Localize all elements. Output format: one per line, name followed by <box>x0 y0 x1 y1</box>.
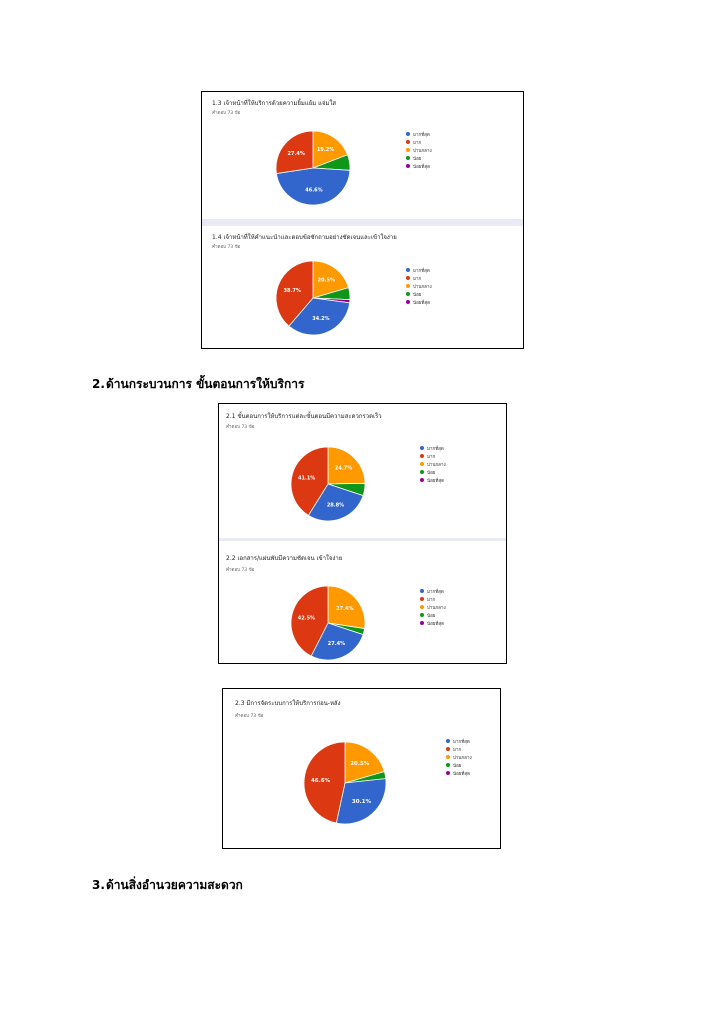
pie-data-label: 27.4% <box>327 641 346 648</box>
legend-label: มาก <box>413 276 422 282</box>
legend-item <box>446 761 472 769</box>
legend-item <box>406 290 432 298</box>
legend-item <box>420 611 446 619</box>
chart-title: 2.1 ขั้นตอนการให้บริการแต่ละขั้นตอนมีความสะดวกรวดเร็ว <box>226 413 382 420</box>
legend-color-dot <box>420 478 424 482</box>
legend-label: ปานกลาง <box>427 462 446 468</box>
legend-color-dot <box>420 462 424 466</box>
legend-color-dot <box>420 470 424 474</box>
legend-item <box>406 266 432 274</box>
legend-color-dot <box>420 589 424 593</box>
legend-label: น้อยที่สุด <box>427 478 445 484</box>
legend-item <box>446 753 472 761</box>
section-title: ด้านกระบวนการ ขั้นตอนการให้บริการ <box>106 377 305 391</box>
chart-panel-section-2-3 <box>222 688 501 849</box>
legend-color-dot <box>406 284 410 288</box>
pie-chart <box>219 541 507 664</box>
legend-label: ปานกลาง <box>413 148 432 154</box>
legend-label: น้อยที่สุด <box>413 300 431 306</box>
section-number: 2. <box>92 377 105 391</box>
legend-color-dot <box>420 613 424 617</box>
pie-data-label: 42.5% <box>297 615 316 622</box>
chart-subtitle: คำตอบ 73 ข้อ <box>226 425 255 430</box>
legend-color-dot <box>406 300 410 304</box>
legend-color-dot <box>420 621 424 625</box>
legend-color-dot <box>446 755 450 759</box>
pie-data-label: 46.6% <box>310 777 331 784</box>
legend-color-dot <box>446 771 450 775</box>
pie <box>274 129 352 207</box>
pie-data-label: 27.4% <box>336 606 354 613</box>
pie-chart <box>202 226 524 349</box>
chart-subtitle: คำตอบ 73 ข้อ <box>226 568 255 573</box>
legend-item <box>420 476 446 484</box>
legend-color-dot <box>446 739 450 743</box>
legend-label: มากที่สุด <box>453 739 470 745</box>
legend-item <box>406 146 432 154</box>
legend-item <box>406 138 432 146</box>
pie-data-label: 46.6% <box>305 187 323 194</box>
section-heading <box>92 876 243 895</box>
legend-color-dot <box>406 140 410 144</box>
chart-legend <box>446 737 472 777</box>
chart-legend <box>420 444 446 484</box>
legend-item <box>446 769 472 777</box>
legend-item <box>420 619 446 627</box>
legend-item <box>420 452 446 460</box>
chart-subtitle: คำตอบ 73 ข้อ <box>212 245 241 250</box>
legend-color-dot <box>406 148 410 152</box>
section-number: 3. <box>92 878 105 892</box>
legend-item <box>406 298 432 306</box>
legend-item <box>446 745 472 753</box>
pie-data-label: 27.4% <box>287 151 305 158</box>
chart-title: 1.4 เจ้าหน้าที่ให้คำแนะนำและตอบข้อซักถามอย่างชัดเจนและเข้าใจง่าย <box>212 234 397 241</box>
legend-item <box>406 162 432 170</box>
legend-label: น้อยที่สุด <box>453 771 471 777</box>
legend-label: มากที่สุด <box>427 446 444 452</box>
legend-label: น้อยที่สุด <box>413 164 431 170</box>
pie-data-label: 41.1% <box>297 475 316 482</box>
legend-label: น้อย <box>413 156 422 162</box>
pie-data-label: 24.7% <box>334 465 353 472</box>
pie-data-label: 38.7% <box>283 287 301 294</box>
panel-divider <box>202 219 523 226</box>
chart-panel-section-2 <box>218 403 507 664</box>
legend-item <box>420 468 446 476</box>
chart-title: 1.3 เจ้าหน้าที่ให้บริการด้วยความยิ้มแย้ม แจ่มใส <box>212 100 337 107</box>
pie-data-label: 34.2% <box>312 316 330 323</box>
pie-data-label: 20.5% <box>350 760 370 767</box>
legend-item <box>420 595 446 603</box>
pie-chart <box>223 689 501 849</box>
legend-color-dot <box>406 268 410 272</box>
legend-color-dot <box>446 747 450 751</box>
pie <box>302 740 388 826</box>
legend-color-dot <box>406 276 410 280</box>
legend-color-dot <box>446 763 450 767</box>
legend-color-dot <box>420 597 424 601</box>
pie-data-label: 30.1% <box>351 798 371 805</box>
section-heading <box>92 375 304 394</box>
legend-color-dot <box>420 454 424 458</box>
legend-label: มาก <box>413 140 422 146</box>
chart-subtitle: คำตอบ 73 ข้อ <box>212 111 241 116</box>
chart-legend <box>406 266 432 306</box>
legend-item <box>420 587 446 595</box>
legend-item <box>406 274 432 282</box>
pie-chart <box>219 404 507 538</box>
chart-legend <box>420 587 446 627</box>
legend-color-dot <box>406 164 410 168</box>
legend-item <box>420 460 446 468</box>
legend-label: น้อย <box>427 470 436 476</box>
pie-data-label: 20.5% <box>317 277 336 284</box>
legend-label: ปานกลาง <box>427 605 446 611</box>
chart-subtitle: คำตอบ 73 ข้อ <box>235 714 264 719</box>
legend-item <box>406 130 432 138</box>
legend-item <box>420 444 446 452</box>
legend-item <box>406 282 432 290</box>
legend-label: น้อยที่สุด <box>427 621 445 627</box>
legend-item <box>420 603 446 611</box>
legend-label: ปานกลาง <box>413 284 432 290</box>
legend-label: น้อย <box>427 613 436 619</box>
legend-label: มาก <box>427 454 436 460</box>
legend-label: มาก <box>427 597 436 603</box>
chart-title: 2.3 มีการจัดระบบการให้บริการก่อน-หลัง <box>235 700 341 707</box>
pie-data-label: 28.8% <box>326 502 345 509</box>
legend-label: มากที่สุด <box>413 132 430 138</box>
legend-color-dot <box>420 446 424 450</box>
pie-slice <box>276 168 350 205</box>
pie-chart <box>202 92 524 219</box>
legend-label: มาก <box>453 747 462 753</box>
pie <box>289 584 367 662</box>
chart-title: 2.2 เอกสาร/แผ่นพับมีความชัดเจน เข้าใจง่าย <box>226 555 343 562</box>
pie <box>289 445 367 523</box>
pie <box>274 259 352 337</box>
chart-legend <box>406 130 432 170</box>
legend-label: มากที่สุด <box>413 268 430 274</box>
legend-label: มากที่สุด <box>427 589 444 595</box>
legend-item <box>446 737 472 745</box>
legend-label: ปานกลาง <box>453 755 472 761</box>
legend-color-dot <box>406 156 410 160</box>
legend-label: น้อย <box>413 292 422 298</box>
section-title: ด้านสิ่งอำนวยความสะดวก <box>106 878 243 892</box>
legend-color-dot <box>406 132 410 136</box>
legend-label: น้อย <box>453 763 462 769</box>
legend-item <box>406 154 432 162</box>
legend-color-dot <box>420 605 424 609</box>
pie-data-label: 19.2% <box>316 147 335 154</box>
chart-panel-section-1 <box>201 91 524 349</box>
legend-color-dot <box>406 292 410 296</box>
